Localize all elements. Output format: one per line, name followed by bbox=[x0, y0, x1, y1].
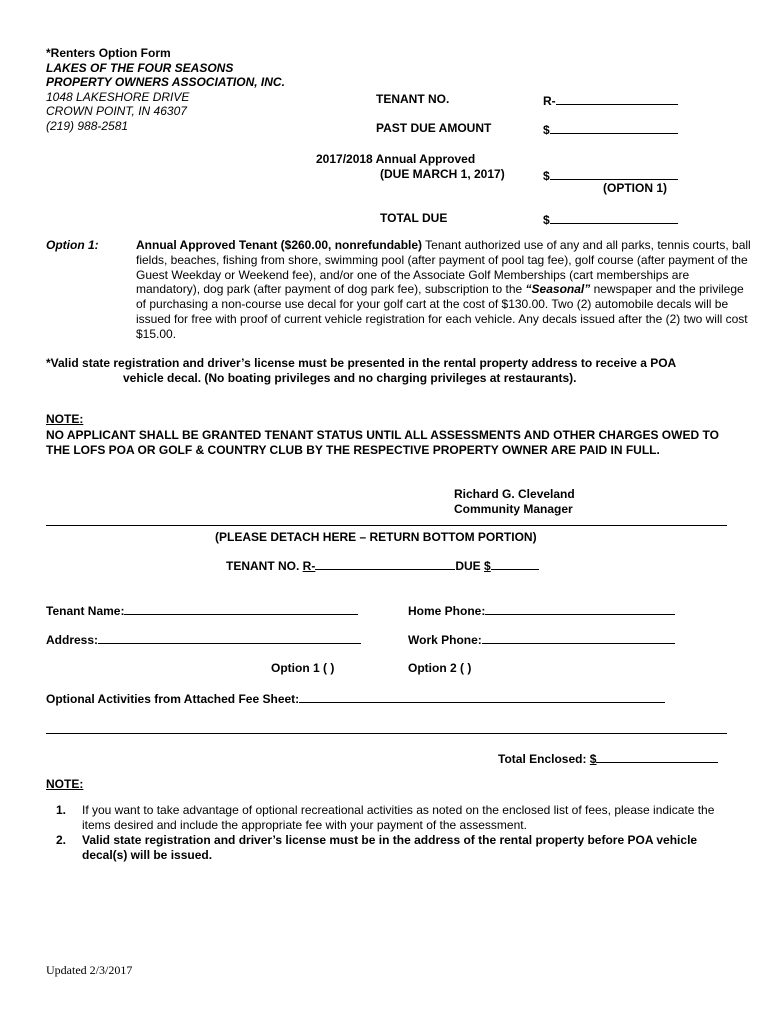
work-phone-field[interactable] bbox=[482, 631, 675, 644]
form-title: *Renters Option Form bbox=[46, 46, 171, 60]
manager-title: Community Manager bbox=[454, 502, 573, 516]
org-address-line2: CROWN POINT, IN 46307 bbox=[46, 104, 187, 118]
detach-due-label: DUE bbox=[455, 559, 485, 573]
detach-divider bbox=[46, 525, 727, 526]
total-enclosed-label: Total Enclosed: bbox=[498, 752, 590, 766]
note-text: NO APPLICANT SHALL BE GRANTED TENANT STATUS UNTIL ALL ASSESSMENTS AND OTHER CHARGES OWED TO THE LOFS POA OR GOLF & COUNTRY CLUB BY THE RESPECTIVE PROPERTY OWNER ARE PAID IN FULL. bbox=[46, 427, 719, 457]
home-phone-field[interactable] bbox=[485, 602, 675, 615]
optional-activities-field[interactable] bbox=[299, 690, 665, 703]
detach-due-field[interactable] bbox=[491, 557, 539, 570]
org-name-line2: PROPERTY OWNERS ASSOCIATION, INC. bbox=[46, 75, 285, 89]
registration-note-line2: vehicle decal. (No boating privileges and no charging privileges at restaurants). bbox=[123, 371, 577, 385]
option1-text-a: Tenant authorized use of any and all parks, tennis courts, ball fields, beaches, fishing from shore, swimming pool (after payment of pool tag fee), golf course (after payment of the Guest Weekday or Weekend fee), and/or one of the Associate Golf Memberships (cart memberships are mandatory), dog park (after payment of dog park fee), subscription to the bbox=[136, 238, 751, 297]
option1-text-b: newspaper and the privilege of purchasing a non-course use decal for your golf cart at the cost of $130.00. Two (2) automobile decals will be issued for free with proof of current vehicle registration for each vehicle. Any decals issued after the (2) two will cost $15.00. bbox=[136, 282, 748, 341]
detach-instruction: (PLEASE DETACH HERE – RETURN BOTTOM PORTION) bbox=[215, 530, 537, 544]
work-phone-label: Work Phone: bbox=[408, 633, 482, 647]
home-phone-label: Home Phone: bbox=[408, 604, 486, 618]
detach-currency: $ bbox=[484, 559, 491, 573]
detach-tenant-row bbox=[226, 557, 539, 573]
tenant-name-label: Tenant Name: bbox=[46, 604, 125, 618]
option1-label: Option 1: bbox=[46, 238, 99, 252]
annual-approved-label: 2017/2018 Annual Approved bbox=[316, 152, 476, 166]
org-phone: (219) 988-2581 bbox=[46, 118, 129, 133]
option2-checkbox[interactable]: Option 2 ( ) bbox=[408, 661, 472, 675]
manager-name: Richard G. Cleveland bbox=[454, 487, 575, 501]
list-item bbox=[56, 833, 736, 863]
note2-title: NOTE: bbox=[46, 777, 84, 791]
address-row bbox=[46, 631, 361, 647]
currency-sign: $ bbox=[543, 123, 550, 137]
registration-note-line1: *Valid state registration and driver’s license must be presented in the rental property address to receive a POA bbox=[46, 356, 677, 370]
past-due-field[interactable] bbox=[543, 121, 678, 137]
tenant-no-label: TENANT NO. bbox=[376, 92, 450, 106]
tenant-no-prefix: R- bbox=[543, 94, 556, 108]
work-phone-row bbox=[408, 631, 675, 647]
home-phone-row bbox=[408, 602, 675, 618]
option1-description bbox=[136, 238, 756, 342]
list-item-text: If you want to take advantage of optional recreational activities as noted on the enclosed list of fees, please indicate the items desired and include the appropriate fee with your payment of the assessment. bbox=[82, 803, 715, 832]
registration-note bbox=[46, 356, 726, 386]
total-enclosed-row bbox=[498, 750, 718, 766]
note-title: NOTE: bbox=[46, 412, 84, 426]
tenant-no-field[interactable] bbox=[543, 92, 678, 108]
list-item-text: Valid state registration and driver’s license must be in the address of the rental property before POA vehicle decal(s) will be issued. bbox=[82, 833, 698, 862]
currency-sign: $ bbox=[543, 169, 550, 183]
annual-amount-line bbox=[550, 167, 678, 180]
updated-date: Updated 2/3/2017 bbox=[46, 963, 133, 977]
address-field[interactable] bbox=[98, 631, 361, 644]
list-item-number: 2. bbox=[56, 833, 67, 847]
detach-tenant-no-label: TENANT NO. bbox=[226, 559, 303, 573]
list-item-number: 1. bbox=[56, 803, 67, 817]
org-name-line1: LAKES OF THE FOUR SEASONS bbox=[46, 60, 234, 75]
org-header bbox=[46, 46, 285, 133]
option1-checkbox[interactable]: Option 1 ( ) bbox=[271, 661, 335, 675]
option-note: (OPTION 1) bbox=[603, 181, 668, 195]
past-due-line bbox=[550, 121, 678, 134]
annual-due-date: (DUE MARCH 1, 2017) bbox=[380, 167, 505, 181]
total-due-label: TOTAL DUE bbox=[380, 211, 448, 225]
signature-block bbox=[454, 487, 575, 517]
past-due-label: PAST DUE AMOUNT bbox=[376, 121, 492, 135]
seasonal-newspaper: “Seasonal” bbox=[525, 282, 591, 297]
total-due-field[interactable] bbox=[543, 211, 678, 227]
tenant-name-row bbox=[46, 602, 358, 618]
option1-lead: Annual Approved Tenant ($260.00, nonrefundable) bbox=[136, 238, 423, 252]
optional-activities-row bbox=[46, 690, 665, 706]
org-address-line1: 1048 LAKESHORE DRIVE bbox=[46, 89, 190, 104]
tenant-no-line bbox=[556, 92, 678, 105]
total-enclosed-currency: $ bbox=[589, 752, 597, 766]
address-label: Address: bbox=[46, 633, 99, 647]
total-enclosed-field[interactable] bbox=[596, 750, 718, 763]
tenant-name-field[interactable] bbox=[124, 602, 358, 615]
detach-tenant-no-field[interactable] bbox=[315, 557, 455, 570]
activities-extra-line[interactable] bbox=[46, 733, 727, 734]
currency-sign: $ bbox=[543, 213, 550, 227]
detach-tenant-no-prefix: R- bbox=[302, 559, 316, 573]
list-item bbox=[56, 803, 736, 833]
applicant-note bbox=[46, 412, 736, 459]
note2-list bbox=[56, 803, 736, 863]
total-due-line bbox=[550, 211, 678, 224]
optional-activities-label: Optional Activities from Attached Fee Sheet: bbox=[46, 692, 300, 706]
